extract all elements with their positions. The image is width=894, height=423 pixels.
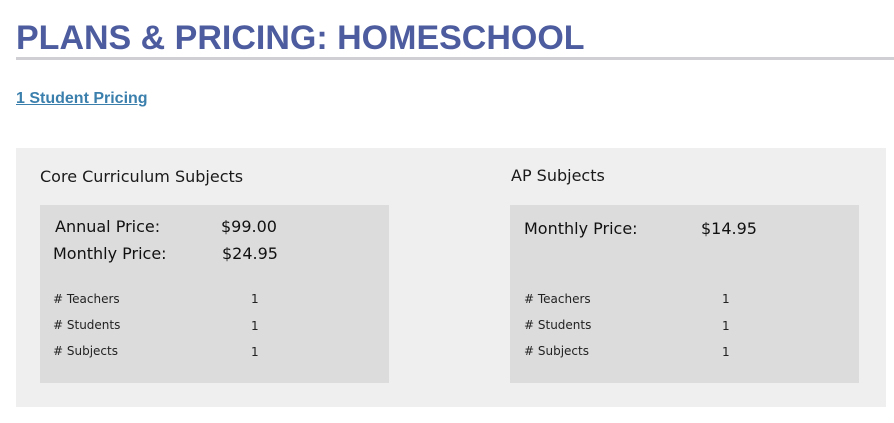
ap-students-value: 1: [722, 319, 730, 333]
ap-monthly-price-value: $14.95: [701, 219, 757, 238]
core-annual-price-label: Annual Price:: [55, 217, 161, 236]
core-students-value: 1: [251, 319, 259, 333]
page-title: PLANS & PRICING: HOMESCHOOL: [16, 19, 585, 57]
ap-students-label: # Students: [524, 318, 592, 332]
core-plan-heading: Core Curriculum Subjects: [40, 167, 244, 186]
core-subjects-value: 1: [251, 345, 259, 359]
core-plan-card: [40, 205, 389, 383]
core-subjects-label: # Subjects: [53, 344, 118, 358]
ap-teachers-label: # Teachers: [524, 292, 591, 306]
core-monthly-price-label: Monthly Price:: [53, 244, 167, 263]
pricing-panel: [16, 148, 886, 407]
ap-plan-heading: AP Subjects: [511, 166, 605, 185]
ap-subjects-label: # Subjects: [524, 344, 589, 358]
core-teachers-value: 1: [251, 292, 259, 306]
ap-plan-card: [510, 205, 859, 383]
core-teachers-label: # Teachers: [53, 292, 120, 306]
core-annual-price-value: $99.00: [221, 217, 277, 236]
core-monthly-price-value: $24.95: [222, 244, 278, 263]
core-students-label: # Students: [53, 318, 121, 332]
title-divider: [16, 57, 894, 60]
ap-monthly-price-label: Monthly Price:: [524, 219, 638, 238]
ap-subjects-value: 1: [722, 345, 730, 359]
student-pricing-link[interactable]: 1 Student Pricing: [16, 90, 148, 107]
ap-teachers-value: 1: [722, 292, 730, 306]
